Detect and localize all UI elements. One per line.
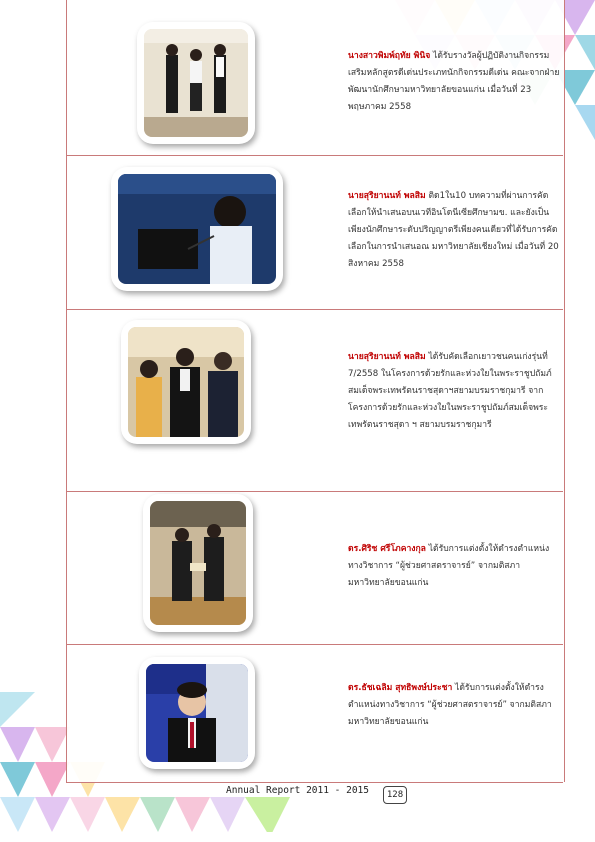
person-name: นายสุริยานนท์ พลสิม: [348, 352, 426, 362]
entry-text: ได้รับการแต่งตั้งให้ดำรงตำแหน่งทางวิชาการ “ผู้ช่วยศาสตราจารย์” จากมติสภามหาวิทยาลัยขอนแก่น: [348, 544, 550, 588]
entry-text: ติด1ใน10 บทความที่ผ่านการคัดเลือกให้นำเสนอบนเวทีอินโดนีเซียศึกษามข. และยังเป็นเพียงนักศึกษาระดับปริญญาตรีเพียงคนเดียวที่ได้รับการคัดเลือกในการนำเสนอณ มหาวิทยาลัยเชียงใหม่ เมื่อวันที่ 20 สิงหาคม 2558: [348, 191, 559, 269]
photo-presentation: [111, 167, 283, 291]
photo-appointment: [143, 494, 253, 632]
person-name: ดร.ศิริช ศรีโภคางกุล: [348, 544, 426, 554]
person-name: ดร.ธัชเฉลิม สุทธิพงษ์ประชา: [348, 683, 453, 693]
person-name: นางสาวพิมพ์ฤทัย พินิจ: [348, 51, 431, 61]
footer-report-title: Annual Report 2011 - 2015: [226, 785, 369, 796]
page-number: 128: [383, 786, 407, 804]
entry-caption-4: [348, 541, 562, 592]
person-name: นายสุริยานนท์ พลสิม: [348, 191, 426, 201]
photo-portrait: [139, 657, 255, 769]
photo-award-ceremony: [137, 22, 255, 144]
photo-group-ceremony: [121, 320, 251, 444]
entry-text: ได้รับการแต่งตั้งให้ดำรงตำแหน่งทางวิชาการ “ผู้ช่วยศาสตราจารย์” จากมติสภามหาวิทยาลัยขอนแก่น: [348, 683, 552, 727]
entry-caption-3: [348, 349, 562, 434]
entry-text: ได้รับรางวัลผู้ปฏิบัติงานกิจกรรมเสริมหลักสูตรดีเด่นประเภทนักกิจกรรมดีเด่น คณะจากฝ่ายพัฒนานักศึกษามหาวิทยาลัยขอนแก่น เมื่อวันที่ 23 พฤษภาคม 2558: [348, 51, 560, 112]
entry-caption-1: [348, 48, 562, 116]
entry-caption-5: [348, 680, 562, 731]
entry-caption-2: [348, 188, 562, 273]
entry-text: ได้รับคัดเลือกเยาวชนคนเก่งรุ่นที่ 7/2558 ในโครงการด้วยรักและห่วงใยในพระราชูปถัมภ์สมเด็จพระเทพรัตนราชสุดาฯสยามบรมราชกุมารี จากโครงการด้วยรักและห่วงใยในพระราชูปถัมภ์สมเด็จพระเทพรัตนราชสุดา ฯ สยามบรมราชกุมารี: [348, 352, 552, 430]
